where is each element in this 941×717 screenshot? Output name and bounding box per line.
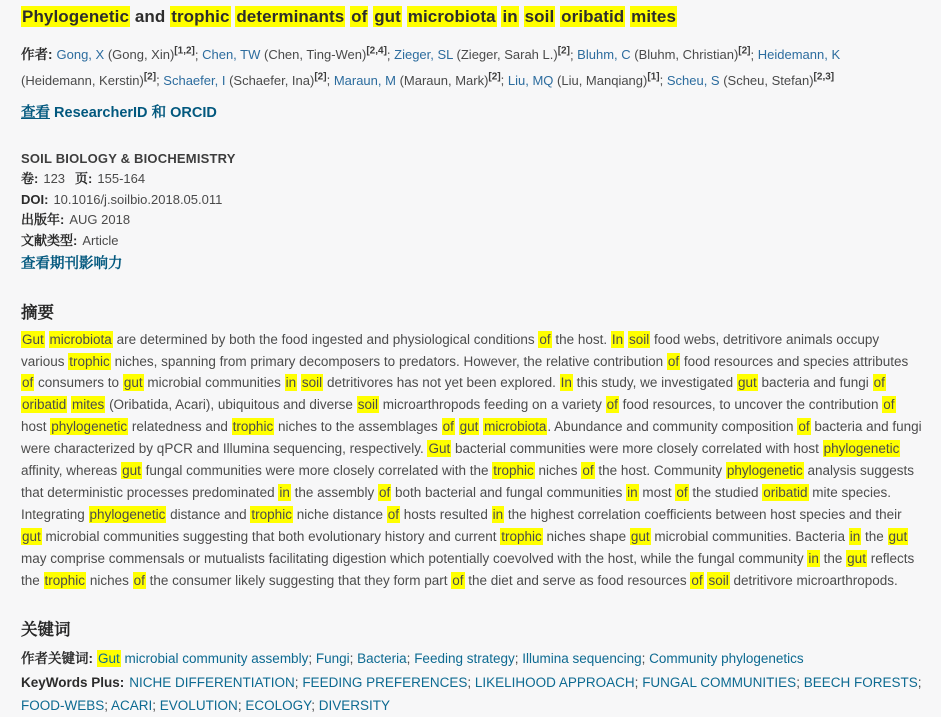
search-term-highlight: soil [301,375,323,391]
authors-list: Gong, X (Gong, Xin)[1,2]; Chen, TW (Chen, Ting-Wen)[2,4]; Zieger, SL (Zieger, Sarah L.)[2]; Bluhm, C (Bluhm, Christian)[2]; Heidemann, K (Heidemann, Kerstin)[2]; Schaefer, I (Schaefer, Ina)[2]; Maraun, M (Maraun, Mark)[2]; Liu, MQ (Liu, Manqiang)[1]; Scheu, S (Scheu, Stefan)[2,3] [21,46,841,88]
author-affiliation-sup: [2] [738,46,751,57]
search-term-highlight: soil [708,572,729,588]
search-term-highlight: trophic [501,528,542,544]
search-term-highlight: gut [630,528,650,544]
author-keywords-list: Gut microbial community assembly; Fungi; Bacteria; Feeding strategy; Illumina sequencing; Community phylogenetics [98,650,804,666]
author-entry [667,73,834,88]
keywords-plus-link[interactable]: ECOLOGY [245,697,312,713]
search-term-highlight: trophic [493,463,534,479]
doc-type-line [21,231,923,252]
author-entry [202,47,387,62]
orcid-link[interactable]: ORCID [170,104,217,121]
search-term-highlight: trophic [171,7,230,26]
view-journal-impact-link[interactable]: 查看期刊影响力 [21,256,123,273]
search-term-highlight: in [279,485,290,500]
author-entry [334,73,501,88]
doi-line [21,190,923,211]
author-fullname: (Maraun, Mark) [395,72,489,88]
author-affiliation-sup: [2] [488,71,501,83]
author-link[interactable]: Liu, MQ [507,72,554,88]
doi-label: DOI: [21,191,49,207]
keywords-section [21,648,923,717]
doi-value: 10.1016/j.soilbio.2018.05.011 [53,191,223,207]
author-affiliation-sup: [1] [647,71,660,83]
author-affiliation-sup: [2] [557,46,570,57]
search-term-highlight: of [798,419,810,435]
keywords-plus-list: NICHE DIFFERENTIATION; FEEDING PREFERENCES; LIKELIHOOD APPROACH; FUNGAL COMMUNITIES; BEECH FORESTS; FOOD-WEBS; ACARI; EVOLUTION; ECOLOGY; DIVERSITY [21,675,922,713]
and-text: 和 [151,104,167,121]
search-term-highlight: of [873,375,885,391]
search-term-highlight: phylogenetic [89,506,166,522]
author-fullname: (Scheu, Stefan) [719,72,814,88]
author-entry [394,47,570,62]
search-term-highlight: gut [123,375,143,391]
authors-line [21,41,923,92]
author-link[interactable]: Heidemann, K [757,47,841,63]
search-term-highlight: gut [459,419,479,435]
pub-year-label: 出版年: [21,212,65,228]
keywords-plus-link[interactable]: FUNGAL COMMUNITIES [642,675,797,691]
search-term-highlight: of [442,419,454,435]
keywords-plus-link[interactable]: EVOLUTION [159,697,238,713]
keywords-plus-link[interactable]: BEECH FORESTS [803,675,918,691]
search-term-highlight: in [502,7,518,26]
author-link[interactable]: Bluhm, C [577,47,631,63]
pub-year-line [21,210,923,231]
author-fullname: (Bluhm, Christian) [630,47,739,63]
author-entry [577,47,750,62]
search-term-highlight: in [285,375,297,391]
search-term-highlight: of [539,331,551,347]
author-fullname: (Gong, Xin) [104,47,175,63]
search-term-highlight: trophic [69,353,110,369]
search-term-highlight: trophic [232,419,274,435]
author-entry [163,73,326,88]
search-term-highlight: of [378,485,391,500]
view-researcherid-link[interactable]: 查看 [21,104,50,121]
search-term-highlight: microbiota [484,419,547,435]
keywords-heading: 关键词 [21,620,71,639]
search-term-highlight: mites [631,7,677,26]
author-keyword-link[interactable]: Feeding strategy [414,650,515,666]
search-term-highlight: phylogenetic [726,463,803,479]
search-term-highlight: gut [22,528,41,544]
search-term-highlight: gut [847,550,866,566]
author-entry [57,47,195,62]
doc-type-label: 文献类型: [21,232,78,248]
journal-block [21,149,923,275]
volume-pages-line [21,169,923,190]
author-link[interactable]: Schaefer, I [163,72,226,88]
search-term-highlight: of [133,572,145,588]
search-term-highlight: of [452,572,464,588]
author-fullname: (Liu, Manqiang) [553,72,648,88]
search-term-highlight: of [582,463,594,479]
author-entry [508,73,660,88]
search-term-highlight: Gut [22,331,44,347]
search-term-highlight: in [808,550,819,566]
doc-type-value: Article [82,232,119,248]
search-term-highlight: Gut [428,441,451,457]
journal-name: SOIL BIOLOGY & BIOCHEMISTRY [21,150,236,166]
author-keyword-link[interactable]: Gut microbial community assembly [98,650,309,666]
author-affiliation-sup: [1,2] [174,46,195,57]
author-link[interactable]: Zieger, SL [394,47,453,63]
author-affiliation-sup: [2] [143,71,157,83]
author-keyword-link[interactable]: Fungi [315,650,350,666]
author-fullname: (Chen, Ting-Wen) [260,47,367,63]
search-term-highlight: In [560,375,572,391]
search-term-highlight: microbiota [49,331,112,347]
search-term-highlight: soil [357,397,378,413]
search-term-highlight: of [22,375,34,391]
keywords-plus-label: KeyWords Plus: [21,675,125,691]
author-keyword-link[interactable]: Illumina sequencing [522,650,642,666]
search-term-highlight: in [627,485,638,500]
view-researcher-line [21,101,923,122]
keywords-plus-link[interactable]: NICHE DIFFERENTIATION [129,675,295,691]
author-affiliation-sup: [2,3] [813,71,835,83]
search-term-highlight: phylogenetic [823,441,900,457]
author-link[interactable]: Scheu, S [666,72,720,88]
abstract-text: Gut microbiota are determined by both the food ingested and physiological conditions of the host. In soil food webs, detritivore animals occupy various trophic niches, spanning from primary decomposers to predators. However, the relative contribution of food resources and species attributes of consumers to gut microbial communities in soil detritivores has not yet been explored. In this study, we investigated gut bacteria and fungi of oribatid mites (Oribatida, Acari), ubiquitous and diverse soil microarthropods feeding on a variety of food resources, to uncover the contribution of host phylogenetic relatedness and trophic niches to the assemblages of gut microbiota. Abundance and community composition of bacteria and fungi were characterized by qPCR and Illumina sequencing, respectively. Gut bacterial communities were more closely correlated with host phylogenetic affinity, whereas gut fungal communities were more closely correlated with the trophic niches of the host. Community phylogenetic analysis suggests that deterministic processes predominated in the assembly of both bacterial and fungal communities in most of the studied oribatid mite species. Integrating phylogenetic distance and trophic niche distance of hosts resulted in the highest correlation coefficients between host species and their gut microbial communities suggesting that both evolutionary history and current trophic niches shape gut microbial communities. Bacteria in the gut may comprise commensals or mutualists facilitating digestion which potentially coevolved with the host, while the fungal community in the gut reflects the trophic niches of the consumer likely suggesting that they form part of the diet and serve as food resources of soil detritivore microarthropods. [21,331,922,588]
author-affiliation-sup: [2] [314,71,327,83]
search-term-highlight: trophic [44,572,86,588]
keywords-plus-link[interactable]: FEEDING PREFERENCES [302,675,468,691]
search-term-highlight: of [691,572,703,588]
search-term-highlight: phylogenetic [51,419,128,435]
search-term-highlight: microbiota [407,7,496,26]
search-term-highlight: of [883,397,895,413]
search-term-highlight: gut [737,375,757,391]
search-term-highlight: oribatid [561,7,625,26]
search-term-highlight: in [492,506,504,522]
author-fullname: (Schaefer, Ina) [225,72,315,88]
keywords-plus-line [21,672,923,717]
author-keywords-label: 作者关键词: [21,650,93,666]
author-link[interactable]: Maraun, M [333,72,396,88]
search-term-highlight: mites [72,397,105,413]
search-term-highlight: Gut [98,650,120,666]
search-term-highlight: of [351,7,368,26]
author-keywords-line [21,648,923,671]
keywords-plus-link[interactable]: FOOD-WEBS [21,697,105,713]
search-term-highlight: of [667,353,680,369]
search-term-highlight: gut [122,463,141,479]
search-term-highlight: gut [374,7,401,26]
author-affiliation-sup: [2,4] [366,46,387,57]
volume-value: 123 [43,171,66,187]
keywords-plus-link[interactable]: LIKELIHOOD APPROACH [474,675,635,691]
keywords-plus-link[interactable]: ACARI [111,697,153,713]
search-term-highlight: gut [888,528,908,544]
author-fullname: (Heidemann, Kerstin) [21,72,144,88]
researcherid-link[interactable]: ResearcherID [54,104,148,121]
author-fullname: (Zieger, Sarah L.) [452,47,558,63]
authors-label: 作者: [21,47,53,63]
pages-label: 页: [75,171,93,187]
search-term-highlight: In [611,331,624,347]
search-term-highlight: determinants [236,7,345,26]
search-term-highlight: soil [628,331,650,347]
author-link[interactable]: Chen, TW [202,47,261,63]
search-term-highlight: Phylogenetic [22,7,130,26]
search-term-highlight: oribatid [763,485,808,500]
volume-label: 卷: [21,171,39,187]
keywords-plus-link[interactable]: DIVERSITY [318,697,391,713]
pub-year-value: AUG 2018 [69,212,131,228]
article-title: Phylogenetic and trophic determinants of gut microbiota in soil oribatid mites [22,7,677,26]
search-term-highlight: of [387,506,400,522]
pages-value: 155-164 [97,171,146,187]
author-keyword-link[interactable]: Community phylogenetics [649,650,804,666]
search-term-highlight: of [606,397,618,413]
author-link[interactable]: Gong, X [56,47,105,63]
abstract-heading: 摘要 [21,303,54,322]
search-term-highlight: of [676,485,688,500]
search-term-highlight: trophic [251,506,292,522]
search-term-highlight: oribatid [22,397,67,413]
author-keyword-link[interactable]: Bacteria [357,650,407,666]
search-term-highlight: in [849,528,861,544]
search-term-highlight: soil [524,7,555,26]
